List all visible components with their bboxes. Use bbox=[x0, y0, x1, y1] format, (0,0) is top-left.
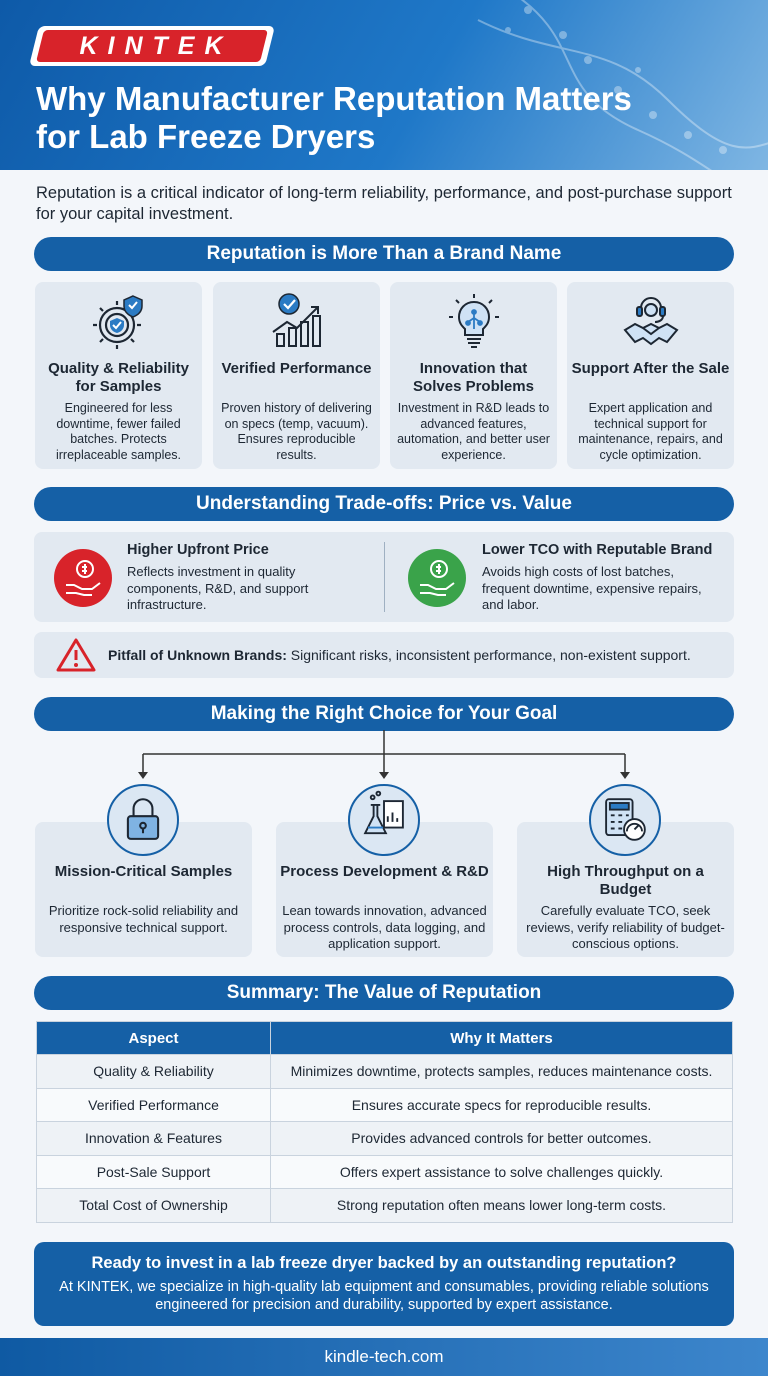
cta-answer: At KINTEK, we specialize in high-quality lab equipment and consumables, providing reliable solutions engineered for precision and durability, supported by expert assistance. bbox=[59, 1279, 709, 1313]
card-verified-performance bbox=[213, 282, 380, 469]
warning-icon bbox=[56, 637, 96, 673]
table-row bbox=[37, 1155, 733, 1189]
summary-table bbox=[36, 1021, 733, 1223]
gear-shield-icon bbox=[89, 292, 149, 352]
divider bbox=[384, 542, 385, 612]
section-heading-summary: Summary: The Value of Reputation bbox=[34, 976, 734, 1010]
kintek-logo: KINTEK bbox=[34, 26, 270, 66]
tradeoff-panel bbox=[34, 532, 734, 622]
card-desc: Expert application and technical support for maintenance, repairs, and cycle optimization. bbox=[578, 401, 723, 462]
card-desc: Proven history of delivering on specs (temp, vacuum). Ensures reproducible results. bbox=[221, 401, 372, 462]
aspect-cell: Total Cost of Ownership bbox=[37, 1189, 271, 1223]
table-row bbox=[37, 1122, 733, 1156]
call-to-action-panel bbox=[34, 1242, 734, 1326]
decision-flow-arrows bbox=[0, 730, 768, 790]
goal-desc: Prioritize rock-solid reliability and responsive technical support. bbox=[48, 903, 239, 935]
growth-chart-check-icon bbox=[267, 292, 327, 352]
table-row bbox=[37, 1189, 733, 1223]
card-innovation bbox=[390, 282, 557, 469]
aspect-cell: Verified Performance bbox=[37, 1088, 271, 1122]
page-title: Why Manufacturer Reputation Matters for Lab Freeze Dryers bbox=[36, 80, 632, 155]
handshake-headset-icon bbox=[621, 292, 681, 352]
card-title: Support After the Sale bbox=[571, 360, 730, 377]
section-heading-choice: Making the Right Choice for Your Goal bbox=[34, 697, 734, 731]
column-header-aspect: Aspect bbox=[37, 1022, 271, 1055]
card-desc: Engineered for less downtime, fewer failed batches. Protects irreplaceable samples. bbox=[55, 401, 182, 462]
higher-price-desc: Reflects investment in quality components, R&D, and support infrastructure. bbox=[127, 564, 309, 612]
lower-tco-title: Lower TCO with Reputable Brand bbox=[482, 542, 713, 558]
card-title: Quality & Reliability for Samples bbox=[48, 360, 189, 395]
table-header-row bbox=[37, 1022, 733, 1055]
cta-question: Ready to invest in a lab freeze dryer backed by an outstanding reputation? bbox=[91, 1254, 677, 1272]
calculator-gauge-icon bbox=[589, 784, 661, 856]
footer-website-link[interactable]: kindle-tech.com bbox=[0, 1338, 768, 1376]
goal-title: Process Development & R&D bbox=[280, 863, 489, 880]
goal-title: Mission-Critical Samples bbox=[54, 863, 233, 880]
lower-tco-desc: Avoids high costs of lost batches, frequent downtime, expensive repairs, and labor. bbox=[482, 564, 702, 612]
padlock-icon bbox=[107, 784, 179, 856]
why-cell: Strong reputation often means lower long-term costs. bbox=[271, 1189, 733, 1223]
why-cell: Minimizes downtime, protects samples, reduces maintenance costs. bbox=[271, 1055, 733, 1089]
why-cell: Offers expert assistance to solve challenges quickly. bbox=[271, 1155, 733, 1189]
goal-desc: Carefully evaluate TCO, seek reviews, verify reliability of budget-conscious options. bbox=[526, 903, 725, 951]
table-row bbox=[37, 1055, 733, 1089]
why-cell: Provides advanced controls for better outcomes. bbox=[271, 1122, 733, 1156]
hand-coin-icon-red bbox=[54, 549, 112, 607]
card-support bbox=[567, 282, 734, 469]
pitfall-text: Pitfall of Unknown Brands: Significant risks, inconsistent performance, non-existent support. bbox=[108, 647, 691, 663]
goal-desc: Lean towards innovation, advanced process controls, data logging, and application support. bbox=[282, 903, 487, 951]
card-desc: Investment in R&D leads to advanced features, automation, and better user experience. bbox=[397, 401, 550, 462]
intro-text: Reputation is a critical indicator of long-term reliability, performance, and post-purchase support for your capital investment. bbox=[36, 184, 732, 223]
flask-report-icon bbox=[348, 784, 420, 856]
pitfall-panel bbox=[34, 632, 734, 678]
aspect-cell: Innovation & Features bbox=[37, 1122, 271, 1156]
card-quality-reliability bbox=[35, 282, 202, 469]
column-header-why: Why It Matters bbox=[271, 1022, 733, 1055]
higher-price-title: Higher Upfront Price bbox=[127, 542, 269, 558]
card-title: Innovation that Solves Problems bbox=[413, 360, 534, 395]
lightbulb-circuit-icon bbox=[444, 292, 504, 352]
hero-banner bbox=[0, 0, 768, 170]
section-heading-tradeoffs: Understanding Trade-offs: Price vs. Value bbox=[34, 487, 734, 521]
aspect-cell: Quality & Reliability bbox=[37, 1055, 271, 1089]
card-title: Verified Performance bbox=[221, 360, 372, 377]
hand-coin-icon-green bbox=[408, 549, 466, 607]
table-row bbox=[37, 1088, 733, 1122]
section-heading-reputation: Reputation is More Than a Brand Name bbox=[34, 237, 734, 271]
why-cell: Ensures accurate specs for reproducible results. bbox=[271, 1088, 733, 1122]
aspect-cell: Post-Sale Support bbox=[37, 1155, 271, 1189]
goal-title: High Throughput on a Budget bbox=[547, 863, 704, 898]
